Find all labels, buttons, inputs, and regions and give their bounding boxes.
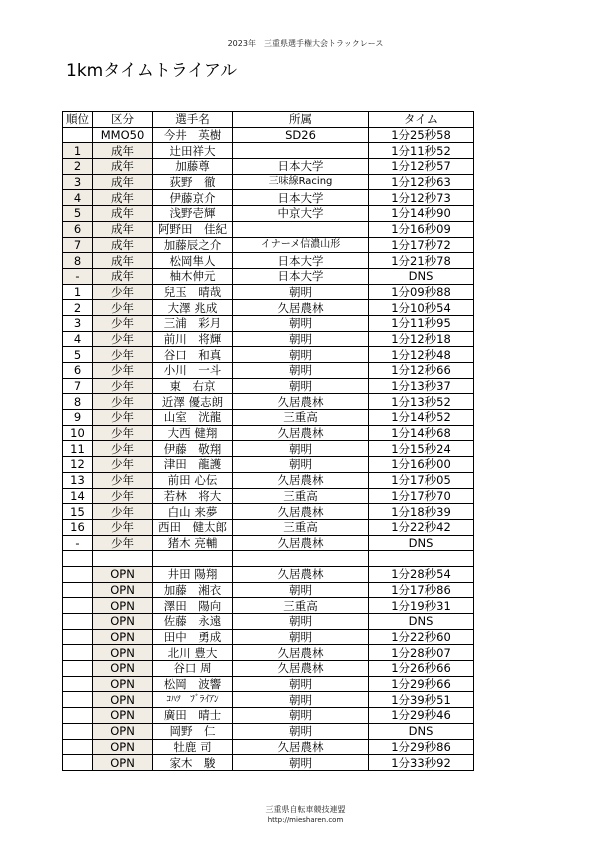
page-title: 1kmタイムトライアル (66, 61, 238, 81)
cell-time: 1分29秒86 (369, 739, 474, 755)
cell-team: 久居農林 (233, 645, 369, 661)
cell-rank (63, 755, 93, 771)
cell-time: 1分16秒00 (369, 457, 474, 473)
cell-category: 少年 (93, 488, 153, 504)
cell-rank: - (63, 535, 93, 551)
cell-name: 松岡隼人 (153, 253, 233, 269)
cell-time: 1分29秒46 (369, 708, 474, 724)
cell-rank: 1 (63, 143, 93, 159)
cell-category: 少年 (93, 300, 153, 316)
table-row (63, 190, 474, 206)
cell-name: 三浦 彩月 (153, 315, 233, 331)
cell-time: 1分16秒09 (369, 221, 474, 237)
table-row (63, 739, 474, 755)
cell-name: 北川 豊大 (153, 645, 233, 661)
cell-name: 今井 英樹 (153, 127, 233, 143)
cell-rank: 14 (63, 488, 93, 504)
table-row (63, 582, 474, 598)
cell-time: 1分22秒42 (369, 519, 474, 535)
table-row (63, 425, 474, 441)
cell-category: 少年 (93, 441, 153, 457)
cell-team: 三味線Racing (233, 174, 369, 190)
cell-team: 朝明 (233, 629, 369, 645)
cell-rank (63, 645, 93, 661)
cell-rank (63, 582, 93, 598)
cell-category: OPN (93, 708, 153, 724)
cell-category: 少年 (93, 378, 153, 394)
table-row (63, 566, 474, 582)
cell-time: DNS (369, 268, 474, 284)
cell-time: 1分17秒05 (369, 472, 474, 488)
table-row (63, 331, 474, 347)
cell-name: 兒玉 晴哉 (153, 284, 233, 300)
cell-team: 朝明 (233, 331, 369, 347)
cell-time: 1分12秒48 (369, 347, 474, 363)
cell-time: 1分28秒54 (369, 566, 474, 582)
cell-time: DNS (369, 535, 474, 551)
cell-rank (63, 708, 93, 724)
cell-name: 前田 心伝 (153, 472, 233, 488)
cell-category: OPN (93, 598, 153, 614)
cell-category: 成年 (93, 237, 153, 253)
cell-time: 1分39秒51 (369, 692, 474, 708)
cell-category: OPN (93, 614, 153, 630)
cell-category: 少年 (93, 457, 153, 473)
cell-name: 谷口 周 (153, 661, 233, 677)
cell-time: 1分11秒52 (369, 143, 474, 159)
cell-category: OPN (93, 566, 153, 582)
cell-name: 家木 駿 (153, 755, 233, 771)
table-row (63, 394, 474, 410)
cell-rank (63, 614, 93, 630)
cell-rank: 6 (63, 221, 93, 237)
cell-category: OPN (93, 692, 153, 708)
cell-name: 田中 勇成 (153, 629, 233, 645)
cell-rank: 16 (63, 519, 93, 535)
cell-rank (63, 692, 93, 708)
cell-category: OPN (93, 582, 153, 598)
cell-name: 山室 洸龍 (153, 410, 233, 426)
cell-team: 久居農林 (233, 566, 369, 582)
cell-time: 1分17秒86 (369, 582, 474, 598)
header-time: タイム (369, 112, 474, 128)
cell-name: 加藤尊 (153, 159, 233, 175)
table-row (63, 315, 474, 331)
table-row (63, 472, 474, 488)
cell-name: 近澤 優志朗 (153, 394, 233, 410)
cell-category: OPN (93, 723, 153, 739)
table-row (63, 457, 474, 473)
cell-name: 荻野 徹 (153, 174, 233, 190)
table-row (63, 206, 474, 222)
cell-category: 少年 (93, 363, 153, 379)
table-row (63, 614, 474, 630)
results-table (62, 111, 474, 771)
cell-rank: 9 (63, 410, 93, 426)
cell-rank: 4 (63, 190, 93, 206)
cell-time: 1分14秒68 (369, 425, 474, 441)
cell-category: OPN (93, 629, 153, 645)
cell-category: 成年 (93, 268, 153, 284)
cell-rank: - (63, 268, 93, 284)
table-row (63, 551, 474, 567)
cell-team: 三重高 (233, 519, 369, 535)
cell-rank: 10 (63, 425, 93, 441)
cell-team: 久居農林 (233, 472, 369, 488)
cell-category: OPN (93, 739, 153, 755)
cell-rank (63, 551, 93, 567)
cell-time: 1分12秒57 (369, 159, 474, 175)
footer-url: http://miesharen.com (267, 816, 344, 824)
cell-rank: 6 (63, 363, 93, 379)
table-row (63, 629, 474, 645)
cell-category: 少年 (93, 425, 153, 441)
cell-time: 1分28秒07 (369, 645, 474, 661)
cell-time: 1分17秒72 (369, 237, 474, 253)
cell-name: 阿野田 佳紀 (153, 221, 233, 237)
cell-rank: 4 (63, 331, 93, 347)
cell-name: 岡野 仁 (153, 723, 233, 739)
cell-name: 若林 将大 (153, 488, 233, 504)
cell-name: 廣田 晴士 (153, 708, 233, 724)
cell-rank (63, 739, 93, 755)
cell-team: 朝明 (233, 676, 369, 692)
cell-time: 1分12秒18 (369, 331, 474, 347)
cell-rank: 7 (63, 237, 93, 253)
cell-team: 三重高 (233, 488, 369, 504)
event-header: 2023年 三重県選手権大会トラックレース (227, 39, 384, 48)
cell-time: 1分18秒39 (369, 504, 474, 520)
table-row (63, 692, 474, 708)
cell-category: 少年 (93, 519, 153, 535)
cell-name: 浅野壱輝 (153, 206, 233, 222)
cell-team (233, 143, 369, 159)
cell-category: 成年 (93, 206, 153, 222)
cell-name: ｺﾊﾂ ﾌﾞﾗｲｱﾝ (153, 692, 233, 708)
cell-team: 朝明 (233, 347, 369, 363)
cell-time: 1分25秒58 (369, 127, 474, 143)
cell-rank (63, 676, 93, 692)
table-row (63, 237, 474, 253)
table-row (63, 708, 474, 724)
cell-name (153, 551, 233, 567)
table-row (63, 410, 474, 426)
cell-rank: 13 (63, 472, 93, 488)
cell-category: 成年 (93, 253, 153, 269)
table-row (63, 159, 474, 175)
table-row (63, 504, 474, 520)
cell-time: 1分14秒52 (369, 410, 474, 426)
cell-time (369, 551, 474, 567)
cell-name: 柚木伸元 (153, 268, 233, 284)
cell-rank (63, 566, 93, 582)
cell-rank: 7 (63, 378, 93, 394)
cell-rank (63, 127, 93, 143)
table-row (63, 723, 474, 739)
cell-time: 1分33秒92 (369, 755, 474, 771)
cell-rank: 15 (63, 504, 93, 520)
cell-time: 1分19秒31 (369, 598, 474, 614)
cell-name: 井田 陽翔 (153, 566, 233, 582)
table-row (63, 127, 474, 143)
cell-category: OPN (93, 676, 153, 692)
table-row (63, 441, 474, 457)
cell-category: 成年 (93, 174, 153, 190)
cell-rank: 1 (63, 284, 93, 300)
cell-time: 1分12秒66 (369, 363, 474, 379)
cell-name: 前川 将輝 (153, 331, 233, 347)
header-name: 選手名 (153, 112, 233, 128)
table-row (63, 363, 474, 379)
cell-category: 少年 (93, 394, 153, 410)
cell-name: 牡鹿 司 (153, 739, 233, 755)
cell-name: 佐藤 永遠 (153, 614, 233, 630)
cell-team: イナーメ信濃山形 (233, 237, 369, 253)
table-row (63, 284, 474, 300)
cell-name: 大澤 兆成 (153, 300, 233, 316)
table-row (63, 535, 474, 551)
cell-rank (63, 629, 93, 645)
cell-rank: 8 (63, 253, 93, 269)
cell-time: 1分14秒90 (369, 206, 474, 222)
cell-rank: 5 (63, 347, 93, 363)
cell-team: 朝明 (233, 284, 369, 300)
cell-team: 久居農林 (233, 739, 369, 755)
cell-team: 日本大学 (233, 268, 369, 284)
cell-category: 少年 (93, 331, 153, 347)
cell-name: 伊藤 敬翔 (153, 441, 233, 457)
header-team: 所属 (233, 112, 369, 128)
cell-rank: 5 (63, 206, 93, 222)
table-row (63, 661, 474, 677)
cell-time: 1分22秒60 (369, 629, 474, 645)
cell-rank (63, 598, 93, 614)
cell-rank: 2 (63, 159, 93, 175)
cell-category: 少年 (93, 410, 153, 426)
table-row (63, 519, 474, 535)
cell-team: 朝明 (233, 582, 369, 598)
cell-time: 1分29秒66 (369, 676, 474, 692)
cell-name: 小川 一斗 (153, 363, 233, 379)
cell-category: 成年 (93, 221, 153, 237)
cell-category: 成年 (93, 190, 153, 206)
cell-name: 白山 来夢 (153, 504, 233, 520)
cell-category: 成年 (93, 143, 153, 159)
cell-rank: 12 (63, 457, 93, 473)
table-row (63, 221, 474, 237)
cell-time: 1分15秒24 (369, 441, 474, 457)
cell-name: 谷口 和真 (153, 347, 233, 363)
cell-name: 澤田 陽向 (153, 598, 233, 614)
cell-team: 久居農林 (233, 504, 369, 520)
cell-time: 1分12秒63 (369, 174, 474, 190)
cell-rank: 11 (63, 441, 93, 457)
cell-team: 朝明 (233, 378, 369, 394)
cell-rank: 2 (63, 300, 93, 316)
cell-team: 朝明 (233, 723, 369, 739)
cell-category: 少年 (93, 504, 153, 520)
cell-category: OPN (93, 645, 153, 661)
cell-team: 中京大学 (233, 206, 369, 222)
table-row (63, 268, 474, 284)
table-row (63, 488, 474, 504)
table-row (63, 253, 474, 269)
cell-team: 久居農林 (233, 394, 369, 410)
cell-time: DNS (369, 614, 474, 630)
cell-team: 朝明 (233, 315, 369, 331)
table-row (63, 174, 474, 190)
table-row (63, 676, 474, 692)
cell-name: 大西 健翔 (153, 425, 233, 441)
cell-time: 1分26秒66 (369, 661, 474, 677)
table-row (63, 378, 474, 394)
cell-team (233, 551, 369, 567)
table-row (63, 755, 474, 771)
cell-name: 伊藤京介 (153, 190, 233, 206)
cell-team: 朝明 (233, 708, 369, 724)
cell-time: 1分13秒52 (369, 394, 474, 410)
cell-category: 少年 (93, 535, 153, 551)
cell-name: 加藤 湘衣 (153, 582, 233, 598)
cell-time: 1分10秒54 (369, 300, 474, 316)
cell-category: 少年 (93, 472, 153, 488)
cell-category: OPN (93, 755, 153, 771)
table-row (63, 347, 474, 363)
cell-time: 1分11秒95 (369, 315, 474, 331)
cell-name: 津田 龍護 (153, 457, 233, 473)
cell-team: 三重高 (233, 598, 369, 614)
cell-team: 久居農林 (233, 661, 369, 677)
cell-team: SD26 (233, 127, 369, 143)
cell-name: 辻田祥大 (153, 143, 233, 159)
cell-rank: 8 (63, 394, 93, 410)
cell-team: 朝明 (233, 614, 369, 630)
cell-category (93, 551, 153, 567)
cell-team: 朝明 (233, 363, 369, 379)
cell-category: 少年 (93, 347, 153, 363)
cell-name: 西田 健太郎 (153, 519, 233, 535)
cell-name: 猪木 亮輔 (153, 535, 233, 551)
cell-name: 松岡 波響 (153, 676, 233, 692)
table-row (63, 143, 474, 159)
cell-name: 東 右京 (153, 378, 233, 394)
cell-team: 朝明 (233, 755, 369, 771)
cell-team: 日本大学 (233, 253, 369, 269)
cell-rank: 3 (63, 174, 93, 190)
cell-rank: 3 (63, 315, 93, 331)
cell-time: 1分21秒78 (369, 253, 474, 269)
cell-category: MMO50 (93, 127, 153, 143)
cell-team: 日本大学 (233, 159, 369, 175)
table-row (63, 598, 474, 614)
cell-team: 朝明 (233, 441, 369, 457)
header-rank: 順位 (63, 112, 93, 128)
cell-time: DNS (369, 723, 474, 739)
cell-team: 久居農林 (233, 300, 369, 316)
header-category: 区分 (93, 112, 153, 128)
cell-team (233, 221, 369, 237)
cell-time: 1分17秒70 (369, 488, 474, 504)
cell-time: 1分12秒73 (369, 190, 474, 206)
footer-organization: 三重県自転車競技連盟 (265, 805, 346, 814)
cell-team: 久居農林 (233, 425, 369, 441)
cell-team: 久居農林 (233, 535, 369, 551)
cell-rank (63, 661, 93, 677)
cell-time: 1分13秒37 (369, 378, 474, 394)
cell-team: 朝明 (233, 692, 369, 708)
cell-category: 少年 (93, 315, 153, 331)
table-row (63, 300, 474, 316)
cell-category: 成年 (93, 159, 153, 175)
cell-team: 三重高 (233, 410, 369, 426)
cell-time: 1分09秒88 (369, 284, 474, 300)
cell-team: 日本大学 (233, 190, 369, 206)
cell-category: OPN (93, 661, 153, 677)
cell-team: 朝明 (233, 457, 369, 473)
cell-category: 少年 (93, 284, 153, 300)
table-header-row (63, 112, 474, 128)
cell-rank (63, 723, 93, 739)
cell-name: 加藤辰之介 (153, 237, 233, 253)
table-row (63, 645, 474, 661)
